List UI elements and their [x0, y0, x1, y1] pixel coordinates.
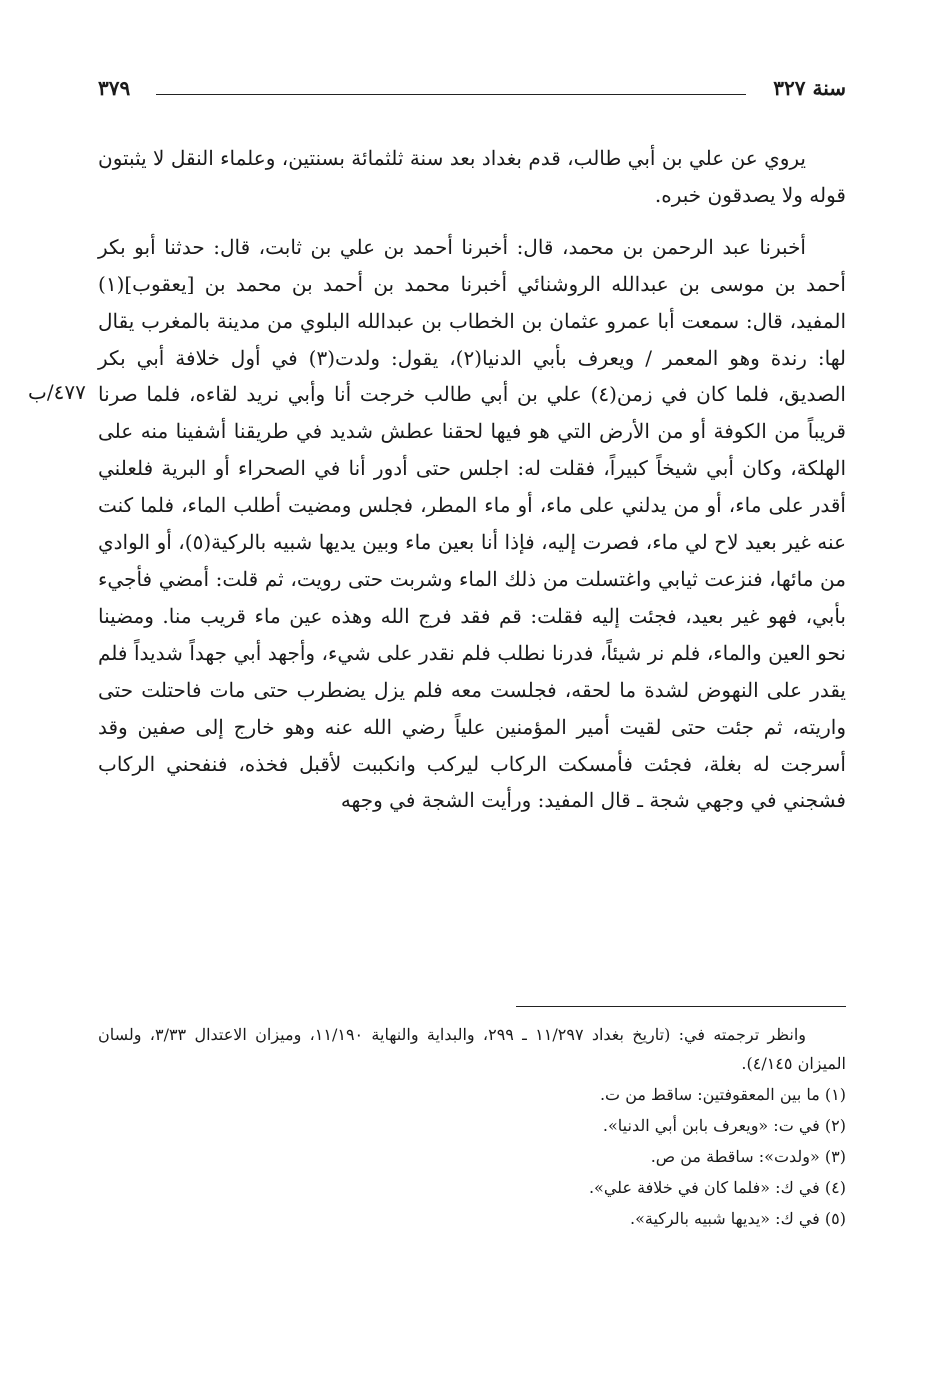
footnote-2: (٢) في ت: «ويعرف بابن أبي الدنيا». — [602, 1116, 846, 1135]
manuscript-folio-note: ٤٧٧/ب — [28, 380, 86, 404]
paragraph-1: يروي عن علي بن أبي طالب، قدم بغداد بعد سنة ثلثمائة بسنتين، وعلماء النقل لا يثبتون قوله ولا يصدقون خبره. — [98, 146, 846, 207]
page-header — [98, 72, 846, 108]
header-rule — [156, 94, 746, 95]
footnotes — [98, 1020, 846, 1233]
footnote-rule — [516, 1006, 846, 1007]
footnote-1: (١) ما بين المعقوفتين: ساقط من ت. — [599, 1085, 846, 1104]
footnote-4: (٤) في ك: «فلما كان في خلافة علي». — [588, 1178, 846, 1197]
footnote-5: (٥) في ك: «يديها شبيه بالركية». — [630, 1209, 846, 1228]
page-number: ٣٧٩ — [98, 76, 131, 100]
footnote-3: (٣) «ولدت»: ساقطة من ص. — [650, 1147, 846, 1166]
running-title: سنة ٣٢٧ — [773, 76, 846, 100]
footnote-intro: وانظر ترجمته في: (تاريخ بغداد ١١/٢٩٧ ـ ٢٩٩، والبداية والنهاية ١١/١٩٠، وميزان الاعتدال ٣/٣٣، ولسان الميزان ٤/١٤٥). — [98, 1025, 846, 1073]
paragraph-2: أخبرنا عبد الرحمن بن محمد، قال: أخبرنا أحمد بن علي بن ثابت، قال: حدثنا أبو بكر أحمد بن موسى بن عبدالله الروشنائي أخبرنا محمد بن أحمد بن محمد بن [يعقوب](١) المفيد، قال: سمعت أبا عمرو عثمان بن الخطاب بن عبدالله البلوي من مدينة بالمغرب يقال لها: رندة وهو المعمر / ويعرف بأبي الدنيا(٢)، يقول: ولدت(٣) في أول خلافة أبي بكر الصديق، فلما كان في زمن(٤) علي بن أبي طالب خرجت أنا وأبي نريد لقاءه، فلما صرنا قريباً من الكوفة أو من الأرض التي هو فيها لحقنا عطش شديد في طريقنا أشفينا منه على الهلكة، وكان أبي شيخاً كبيراً، فقلت له: اجلس حتى أدور أنا في الصحراء أو البرية فلعلني أقدر على ماء، أو من يدلني على ماء، أو ماء المطر، فجلس ومضيت أطلب الماء، فلما كنت عنه غير بعيد لاح لي ماء، فصرت إليه، فإذا أنا بعين ماء وبين يديها شبيه بالركية(٥)، أو الوادي من مائها، فنزعت ثيابي واغتسلت من ذلك الماء وشربت حتى رويت، ثم قلت: أمضي فأجيء بأبي، فهو غير بعيد، فجئت إليه فقلت: قم فقد فرج الله وهذه عين ماء قريب منا. ومضينا نحو العين والماء، فلم نر شيئاً، فدرنا نطلب فلم نقدر على شيء، وأجهد أبي جهداً شديداً فلم يقدر على النهوض لشدة ما لحقه، فجلست معه فلم يزل يضطرب حتى مات فاحتلت حتى واريته، ثم جئت حتى لقيت أمير المؤمنين علياً رضي الله عنه وهو خارج إلى صفين وقد أسرجت له بغلة، فجئت فأمسكت الركاب ليركب وانكببت لأقبل فخذه، فنفحني الركاب فشجني في وجهي شجة ـ قال المفيد: ورأيت الشجة في وجهه — [98, 234, 847, 813]
main-text — [98, 140, 846, 819]
